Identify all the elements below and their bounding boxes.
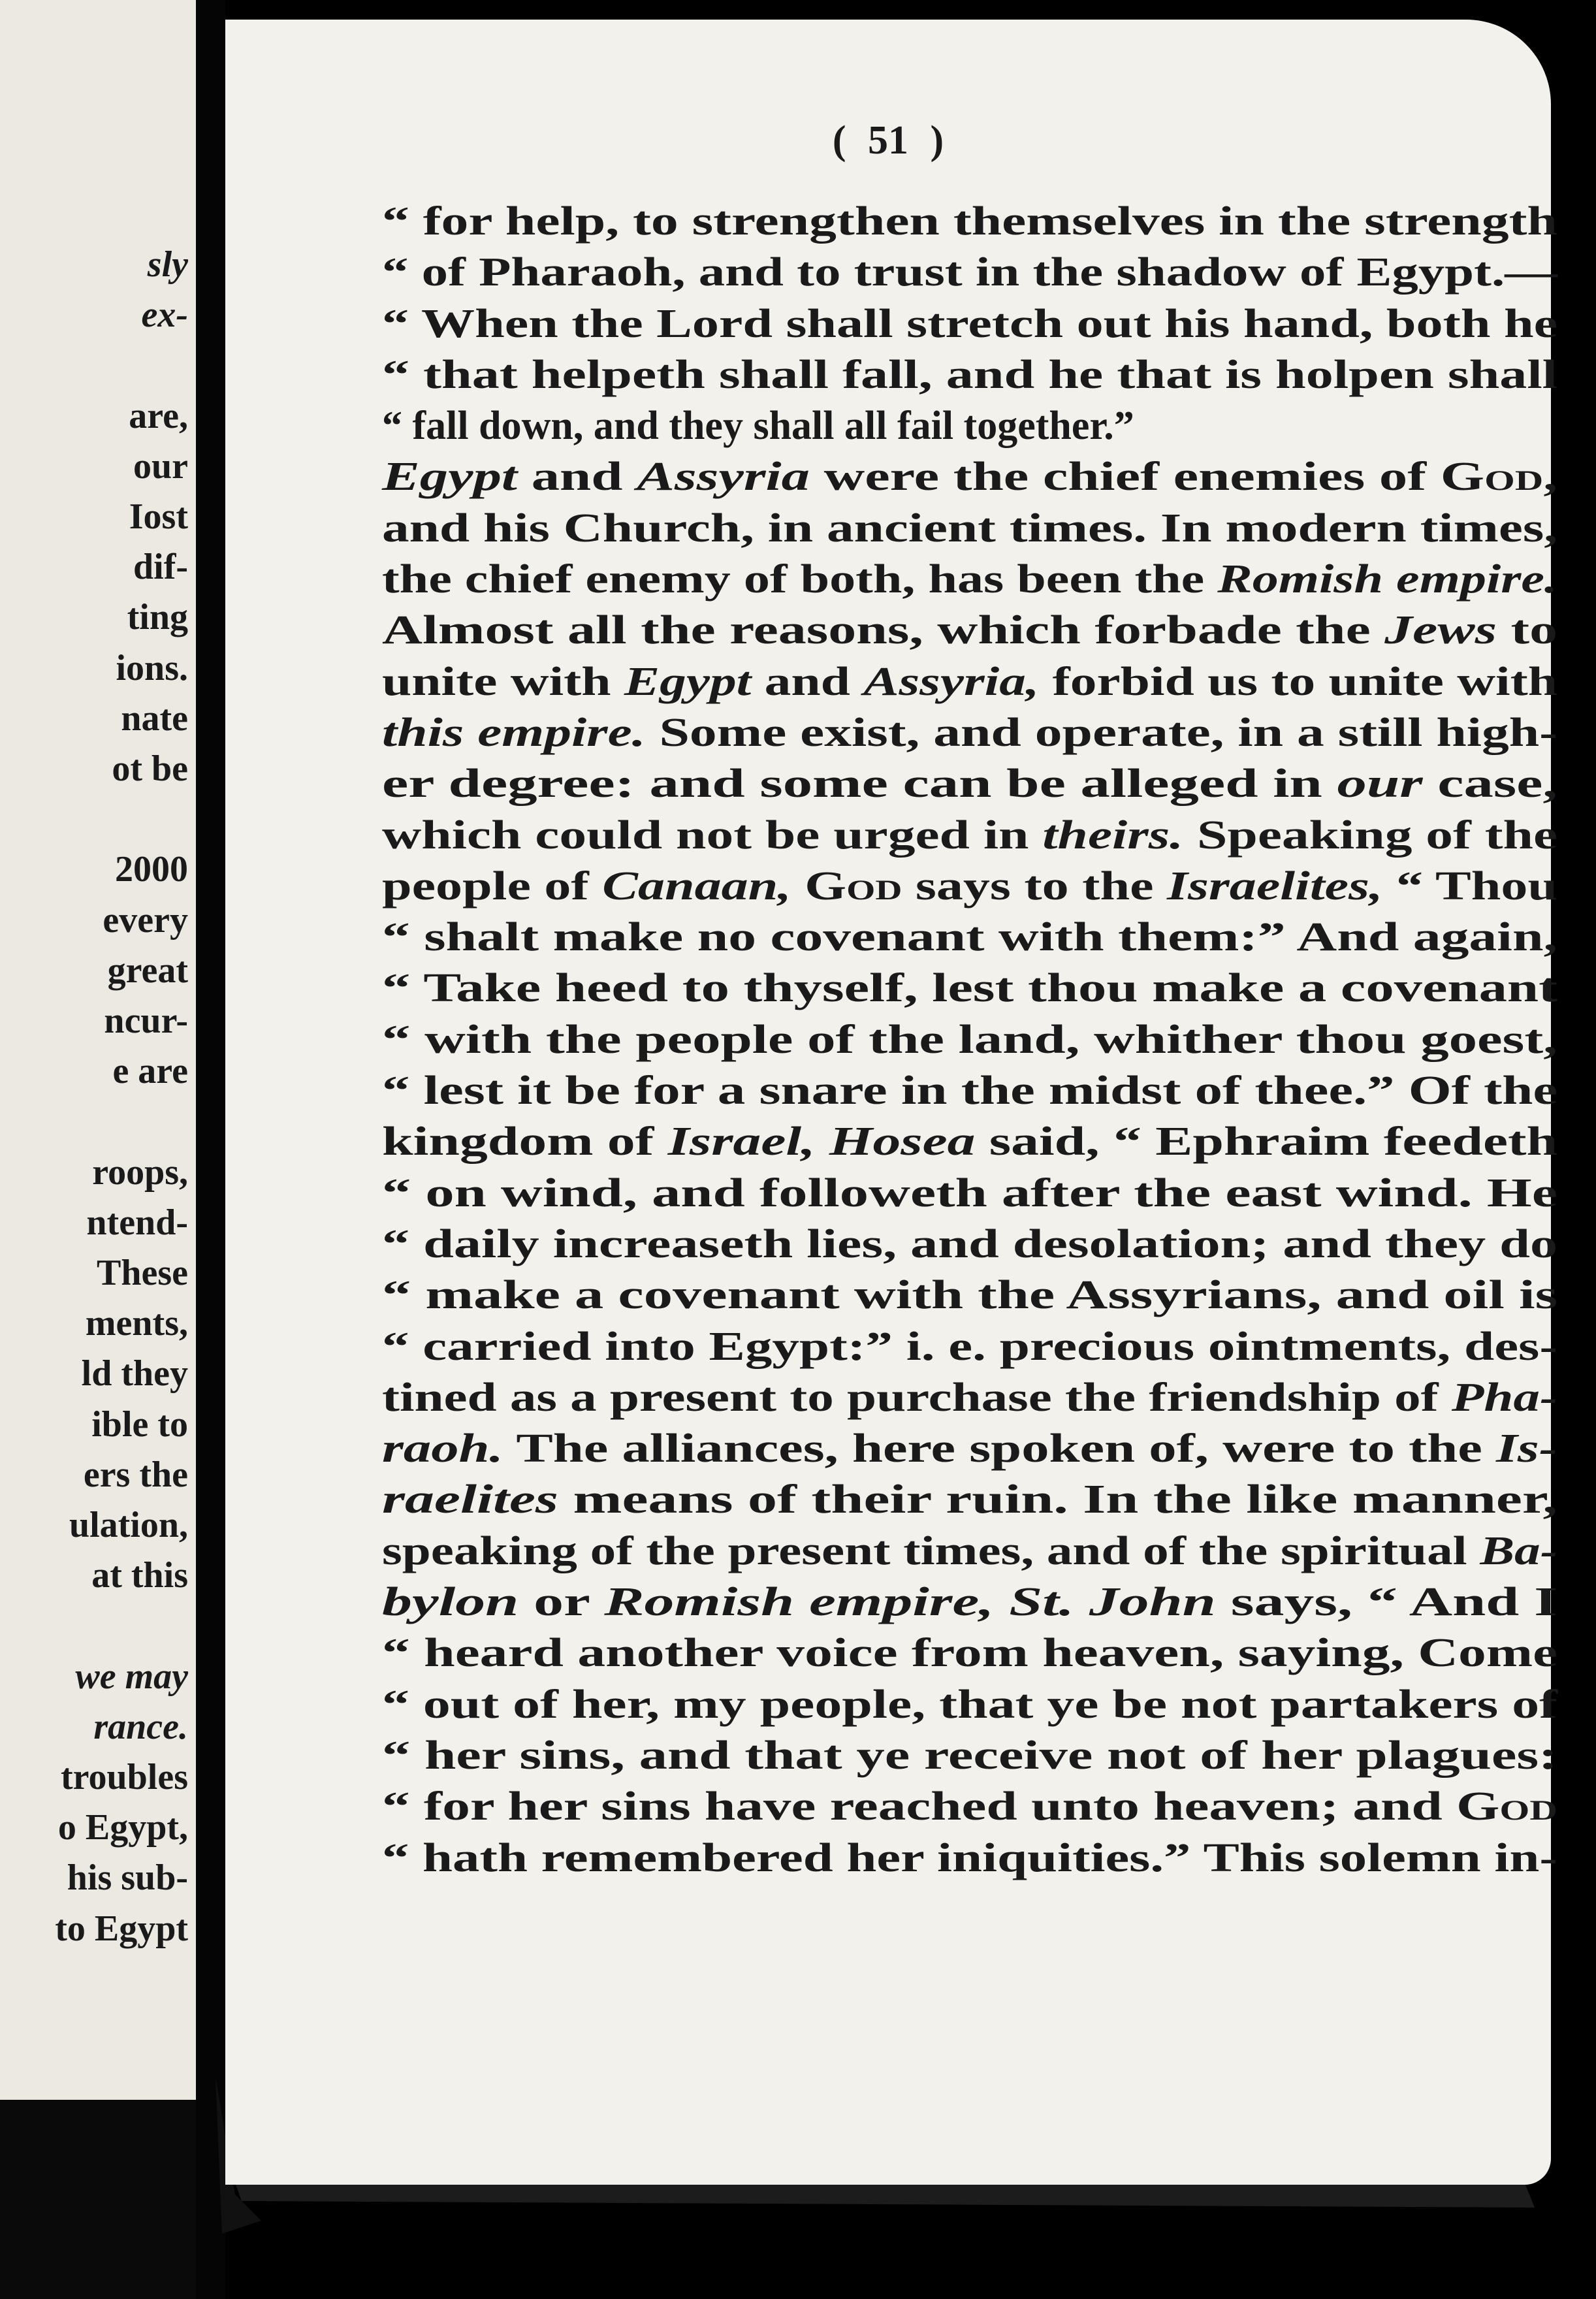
text-span: Some exist, and operate, in a still high- — [645, 710, 1557, 755]
text-line — [382, 1577, 1557, 1628]
text-line-content — [382, 1474, 1557, 1525]
left-page-line: are, — [129, 395, 188, 436]
left-page-line: our — [133, 445, 188, 487]
text-line — [382, 1014, 1557, 1065]
italic-span: raoh. — [382, 1426, 503, 1471]
italic-span: Egypt — [624, 659, 752, 704]
text-span: says, “ And I — [1215, 1580, 1557, 1625]
left-page-line: ot be — [112, 748, 188, 789]
text-line — [382, 1168, 1557, 1219]
text-line-content — [382, 1833, 1557, 1884]
italic-span: our — [1337, 762, 1423, 807]
text-span: says to the — [902, 863, 1168, 908]
text-line-content — [382, 810, 1557, 861]
text-line-content — [382, 503, 1557, 554]
text-span: which could not be urged in — [382, 812, 1043, 858]
text-line — [382, 503, 1557, 554]
text-line — [382, 400, 1557, 451]
text-span: case, — [1422, 762, 1558, 807]
text-span: were the chief enemies of — [809, 455, 1441, 500]
italic-span: Pha- — [1451, 1375, 1557, 1420]
text-line — [382, 1730, 1557, 1781]
text-line — [382, 707, 1557, 758]
text-line-content — [382, 656, 1557, 707]
left-page-line: ions. — [116, 647, 188, 688]
text-span: forbid us to unite with — [1039, 659, 1558, 704]
text-line-content — [382, 1168, 1557, 1219]
text-span: “ heard another voice from heaven, saying, Come — [382, 1631, 1558, 1676]
left-page-line: ex- — [141, 295, 188, 336]
left-page-line: his sub- — [67, 1857, 188, 1899]
page-51 — [225, 20, 1558, 2185]
text-span: Almost all the reasons, which forbade the — [382, 608, 1385, 653]
text-line-content — [382, 1423, 1557, 1474]
left-page-line: great — [107, 950, 188, 991]
italic-span: Jews — [1384, 608, 1497, 653]
text-line — [382, 810, 1557, 861]
text-span: “ for help, to strengthen themselves in the strength — [382, 199, 1557, 244]
text-line-content — [382, 1321, 1557, 1372]
text-line — [382, 656, 1557, 707]
left-page-line: rance. — [93, 1706, 188, 1747]
text-span: “ her sins, and that ye receive not of her plagues: — [382, 1733, 1558, 1778]
text-span: “ with the people of the land, whither thou goest, — [382, 1017, 1557, 1062]
left-page-line: ncur- — [104, 1001, 188, 1041]
text-line — [382, 349, 1557, 400]
italic-span: bylon — [382, 1580, 519, 1625]
text-line-content — [382, 707, 1557, 758]
text-line — [382, 1679, 1557, 1730]
left-page-line: at this — [91, 1555, 188, 1596]
previous-page-fragment — [0, 0, 196, 2100]
italic-span: Assyria — [637, 455, 810, 500]
italic-span: Israel, Hosea — [667, 1119, 976, 1165]
text-span: “ for her sins have reached unto heaven; and — [382, 1784, 1457, 1829]
text-span: “ fall down, and they shall all fail together.” — [382, 404, 1134, 449]
left-page-line: to Egypt — [55, 1908, 188, 1949]
italic-span: Romish empire. — [1217, 557, 1557, 602]
text-line-content — [382, 912, 1557, 963]
text-span: unite with — [382, 659, 624, 704]
text-line-content — [382, 605, 1557, 656]
text-span: people of — [382, 863, 603, 908]
text-span: “ Thou — [1382, 863, 1557, 908]
text-line — [382, 1270, 1557, 1321]
text-line-content — [382, 554, 1557, 605]
text-line — [382, 196, 1557, 247]
text-line — [382, 554, 1557, 605]
text-span: “ make a covenant with the Assyrians, and oil is — [382, 1273, 1558, 1318]
text-line — [382, 1628, 1557, 1679]
left-page-line: sly — [147, 244, 188, 285]
text-line-content — [382, 1014, 1557, 1065]
text-line-content — [382, 1730, 1557, 1781]
text-span: “ daily increaseth lies, and desolation; and they do — [382, 1221, 1558, 1266]
left-page-line: ible to — [91, 1404, 188, 1445]
text-line — [382, 1116, 1557, 1167]
left-page-line: troubles — [61, 1757, 188, 1797]
text-span: “ shalt make no covenant with them:” And again, — [382, 915, 1557, 960]
text-line-content — [382, 1577, 1557, 1628]
text-line-content — [382, 1372, 1557, 1423]
left-page-line: o Egypt, — [57, 1807, 188, 1848]
text-span: er degree: and some can be alleged in — [382, 762, 1337, 807]
text-line — [382, 912, 1557, 963]
small-caps-span: God — [1456, 1784, 1558, 1829]
text-line-content — [382, 451, 1557, 502]
left-page-line: e are — [112, 1051, 188, 1092]
text-line — [382, 1321, 1557, 1372]
text-span: the chief enemy of both, has been the — [382, 557, 1218, 602]
text-line — [382, 451, 1557, 502]
small-caps-span: God — [805, 863, 902, 908]
text-span: “ lest it be for a snare in the midst of thee.” Of the — [382, 1069, 1558, 1114]
left-page-line: 2000 — [115, 849, 188, 890]
left-page-line: dif- — [133, 547, 188, 588]
left-page-line: ntend- — [86, 1202, 188, 1243]
text-span — [791, 864, 805, 908]
text-span: “ out of her, my people, that ye be not partakers of — [382, 1682, 1557, 1727]
left-page-line: ting — [127, 597, 188, 638]
left-page-line: ld they — [81, 1353, 188, 1394]
text-line-content — [382, 247, 1557, 298]
text-line — [382, 1781, 1557, 1832]
text-span: “ on wind, and followeth after the east wind. He — [382, 1170, 1557, 1215]
italic-span: Egypt — [382, 455, 518, 500]
italic-span: Assyria, — [863, 659, 1040, 704]
text-line-content — [382, 196, 1557, 247]
left-page-line: These — [97, 1253, 188, 1293]
text-span: The alliances, here spoken of, were to the — [503, 1426, 1496, 1471]
left-page-line: ulation, — [69, 1505, 188, 1545]
text-line-content — [382, 963, 1557, 1014]
text-line — [382, 1474, 1557, 1525]
text-line-content — [382, 861, 1557, 912]
text-span: speaking of the present times, and of the spiritual — [382, 1528, 1480, 1573]
text-span: or — [519, 1580, 605, 1625]
text-line-content — [382, 1781, 1557, 1832]
text-line — [382, 247, 1557, 298]
text-span: and — [751, 659, 864, 704]
text-span: tined as a present to purchase the friendship of — [382, 1375, 1452, 1420]
text-span: to — [1496, 608, 1558, 653]
page-number: ( 51 ) — [832, 118, 944, 163]
text-line — [382, 605, 1557, 656]
left-page-line: nate — [121, 698, 188, 739]
text-span: “ of Pharaoh, and to trust in the shadow of Egypt.— — [382, 250, 1557, 295]
left-page-line: we may — [75, 1656, 188, 1697]
text-line-content — [382, 1270, 1557, 1321]
text-span: “ hath remembered her iniquities.” This solemn in- — [382, 1835, 1557, 1880]
text-span: “ When the Lord shall stretch out his hand, both he — [382, 301, 1558, 346]
left-page-line: roops, — [92, 1151, 188, 1193]
italic-span: Canaan, — [602, 863, 791, 908]
text-line-content — [382, 758, 1557, 809]
text-line-content — [382, 1679, 1557, 1730]
text-span: “ carried into Egypt:” i. e. precious ointments, des- — [382, 1324, 1558, 1369]
italic-span: theirs. — [1042, 812, 1184, 858]
text-line-content — [382, 1065, 1557, 1116]
text-line-content — [382, 298, 1557, 349]
italic-span: Is- — [1495, 1426, 1557, 1471]
left-page-line: ers the — [83, 1454, 188, 1495]
text-line-content — [382, 349, 1557, 400]
text-line — [382, 861, 1557, 912]
text-line — [382, 1372, 1557, 1423]
text-span: said, “ Ephraim feedeth — [975, 1119, 1558, 1165]
text-line-content — [382, 400, 1134, 451]
text-line — [382, 1065, 1557, 1116]
left-page-line: ments, — [85, 1303, 188, 1344]
text-span: and — [517, 455, 637, 500]
text-line-content — [382, 1219, 1557, 1270]
text-line-content — [382, 1116, 1557, 1167]
text-span: “ that helpeth shall fall, and he that is holpen shall — [382, 352, 1558, 397]
italic-span: Ba- — [1480, 1528, 1558, 1573]
italic-span: Israelites, — [1167, 863, 1383, 908]
text-span: and his Church, in ancient times. In modern times, — [382, 506, 1558, 551]
text-span: , — [1543, 455, 1557, 500]
text-line — [382, 298, 1557, 349]
text-line — [382, 758, 1557, 809]
italic-span: raelites — [382, 1477, 558, 1522]
text-line-content — [382, 1526, 1557, 1577]
small-caps-span: God — [1440, 455, 1544, 500]
text-line — [382, 1526, 1557, 1577]
text-line — [382, 963, 1557, 1014]
text-span: means of their ruin. In the like manner, — [558, 1477, 1558, 1522]
text-line — [382, 1833, 1557, 1884]
body-text — [382, 196, 1557, 1884]
text-line — [382, 1423, 1557, 1474]
text-line-content — [382, 1628, 1557, 1679]
italic-span: this empire. — [382, 710, 646, 755]
text-span: “ Take heed to thyself, lest thou make a covenant — [382, 966, 1557, 1011]
left-page-line: Iost — [129, 496, 188, 537]
text-line — [382, 1219, 1557, 1270]
italic-span: Romish empire, St. John — [604, 1580, 1216, 1625]
left-page-line: every — [103, 899, 188, 940]
text-span: kingdom of — [382, 1119, 668, 1165]
text-span: Speaking of the — [1183, 812, 1558, 858]
